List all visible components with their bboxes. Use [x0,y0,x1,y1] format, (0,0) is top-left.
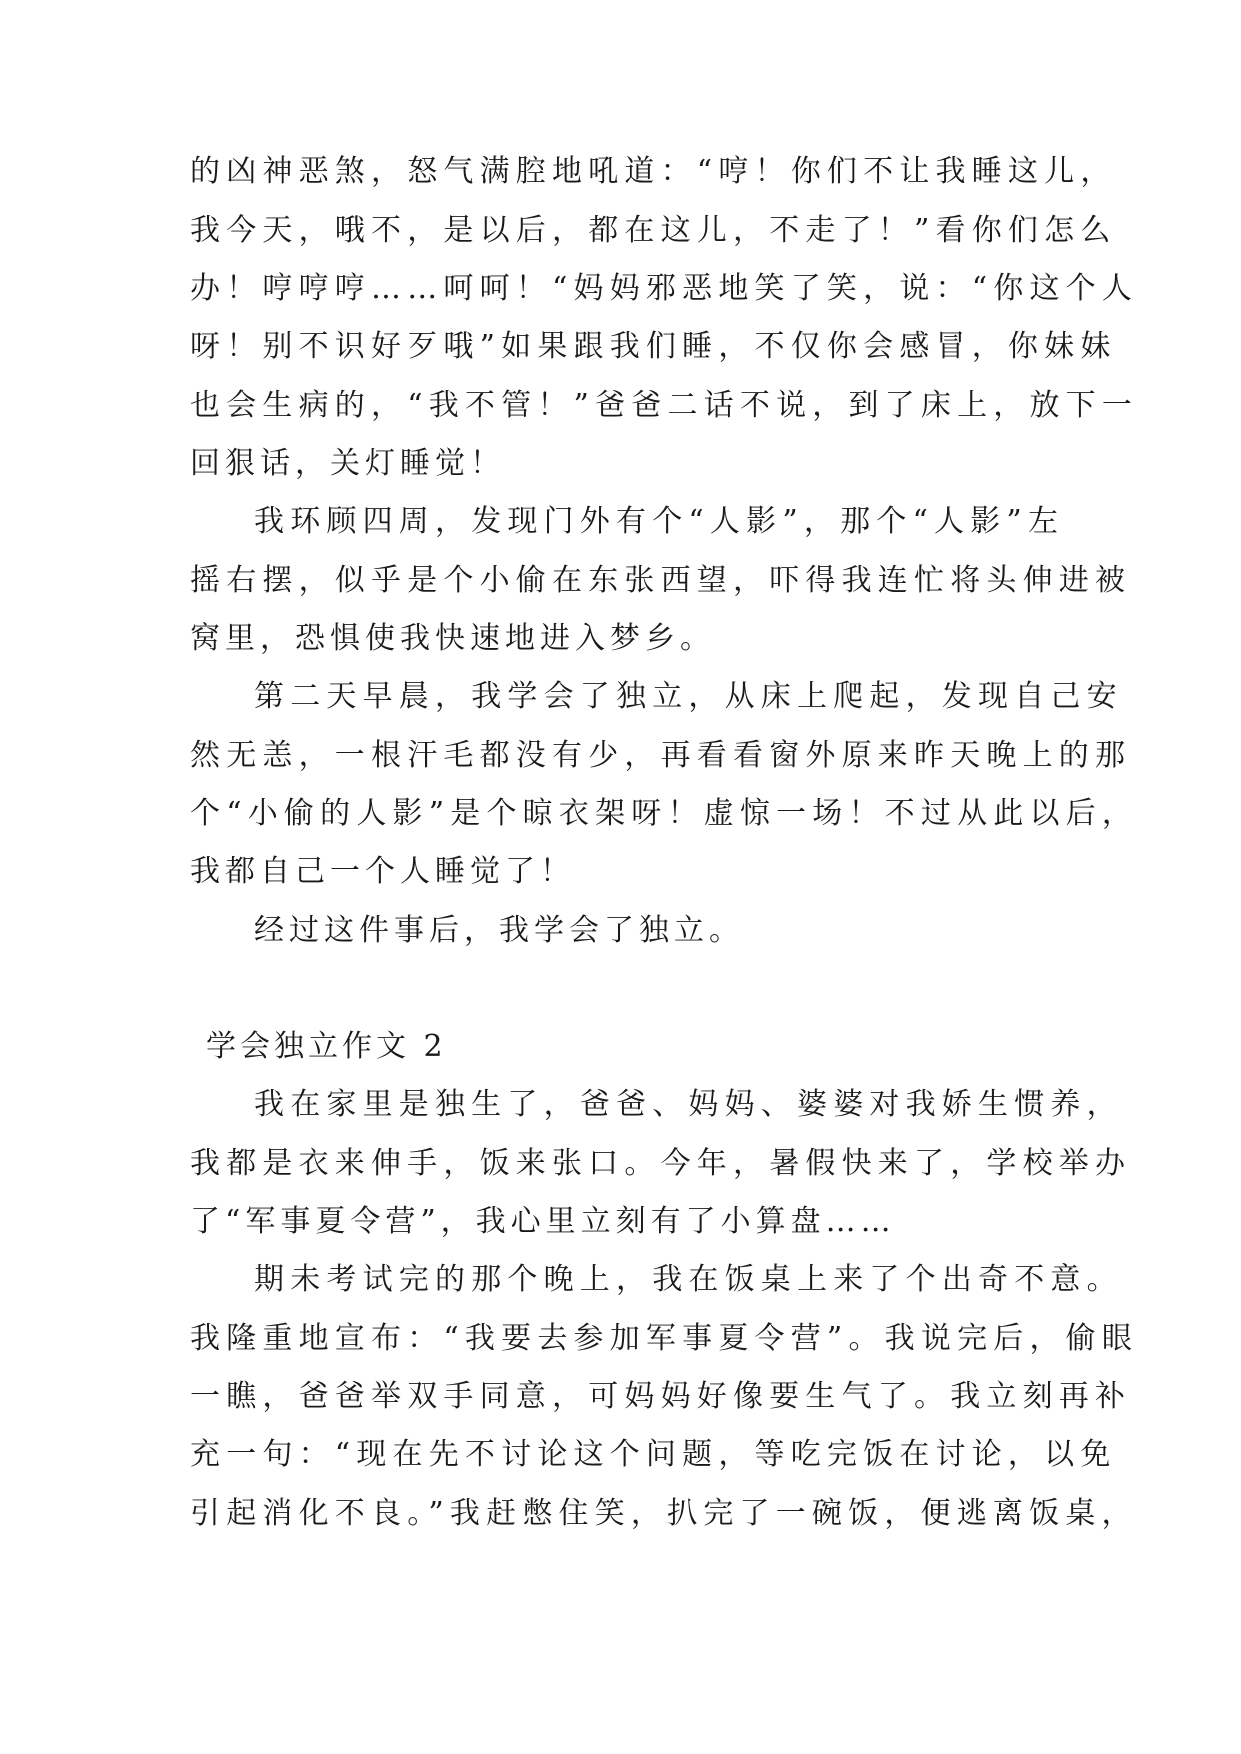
text-line: 一瞧，爸爸举双手同意，可妈妈好像要生气了。我立刻再补 [190,1379,1132,1414]
text-line: 办！哼哼哼……呵呵！“妈妈邪恶地笑了笑，说：“你这个人 [190,271,1139,306]
text-line: 摇右摆，似乎是个小偷在东张西望，吓得我连忙将头伸进被 [190,563,1132,598]
text-line: 我都是衣来伸手，饭来张口。今年，暑假快来了，学校举办 [190,1146,1132,1181]
text-line: 然无恙，一根汗毛都没有少，再看看窗外原来昨天晚上的那 [190,738,1132,773]
text-line: 引起消化不良。”我赶憋住笑，扒完了一碗饭，便逃离饭桌， [190,1496,1138,1531]
text-line: 了“军事夏令营”，我心里立刻有了小算盘…… [190,1204,896,1239]
text-line: 个“小偷的人影”是个晾衣架呀！虚惊一场！不过从此以后， [190,796,1139,831]
text-line: 呀！别不识好歹哦”如果跟我们睡，不仅你会感冒，你妹妹 [190,329,1117,364]
paragraph-start-line: 第二天早晨，我学会了独立，从床上爬起，发现自己安 [254,679,1123,714]
text-line: 回狠话，关灯睡觉！ [190,446,505,481]
paragraph-start-line: 期未考试完的那个晚上，我在饭桌上来了个出奇不意。 [254,1262,1123,1297]
text-line: 充一句：“现在先不讨论这个问题，等吃完饭在讨论，以免 [190,1437,1117,1472]
section-heading: 学会独立作文 2 [206,1029,447,1064]
paragraph-start-line: 我在家里是独生了，爸爸、妈妈、婆婆对我娇生惯养， [254,1087,1123,1122]
text-line: 也会生病的，“我不管！”爸爸二话不说，到了床上，放下一 [190,388,1139,423]
paragraph-start-line: 我环顾四周，发现门外有个“人影”，那个“人影”左 [254,504,1065,539]
text-line: 的凶神恶煞，怒气满腔地吼道：“哼！你们不让我睡这儿， [190,154,1117,189]
text-line: 我今天，哦不，是以后，都在这儿，不走了！”看你们怎么 [190,213,1117,248]
text-line: 我都自己一个人睡觉了！ [190,854,575,889]
paragraph-start-line: 经过这件事后，我学会了独立。 [254,913,744,948]
text-line: 窝里，恐惧使我快速地进入梦乡。 [190,621,715,656]
text-line: 我隆重地宣布：“我要去参加军事夏令营”。我说完后，偷眼 [190,1321,1139,1356]
